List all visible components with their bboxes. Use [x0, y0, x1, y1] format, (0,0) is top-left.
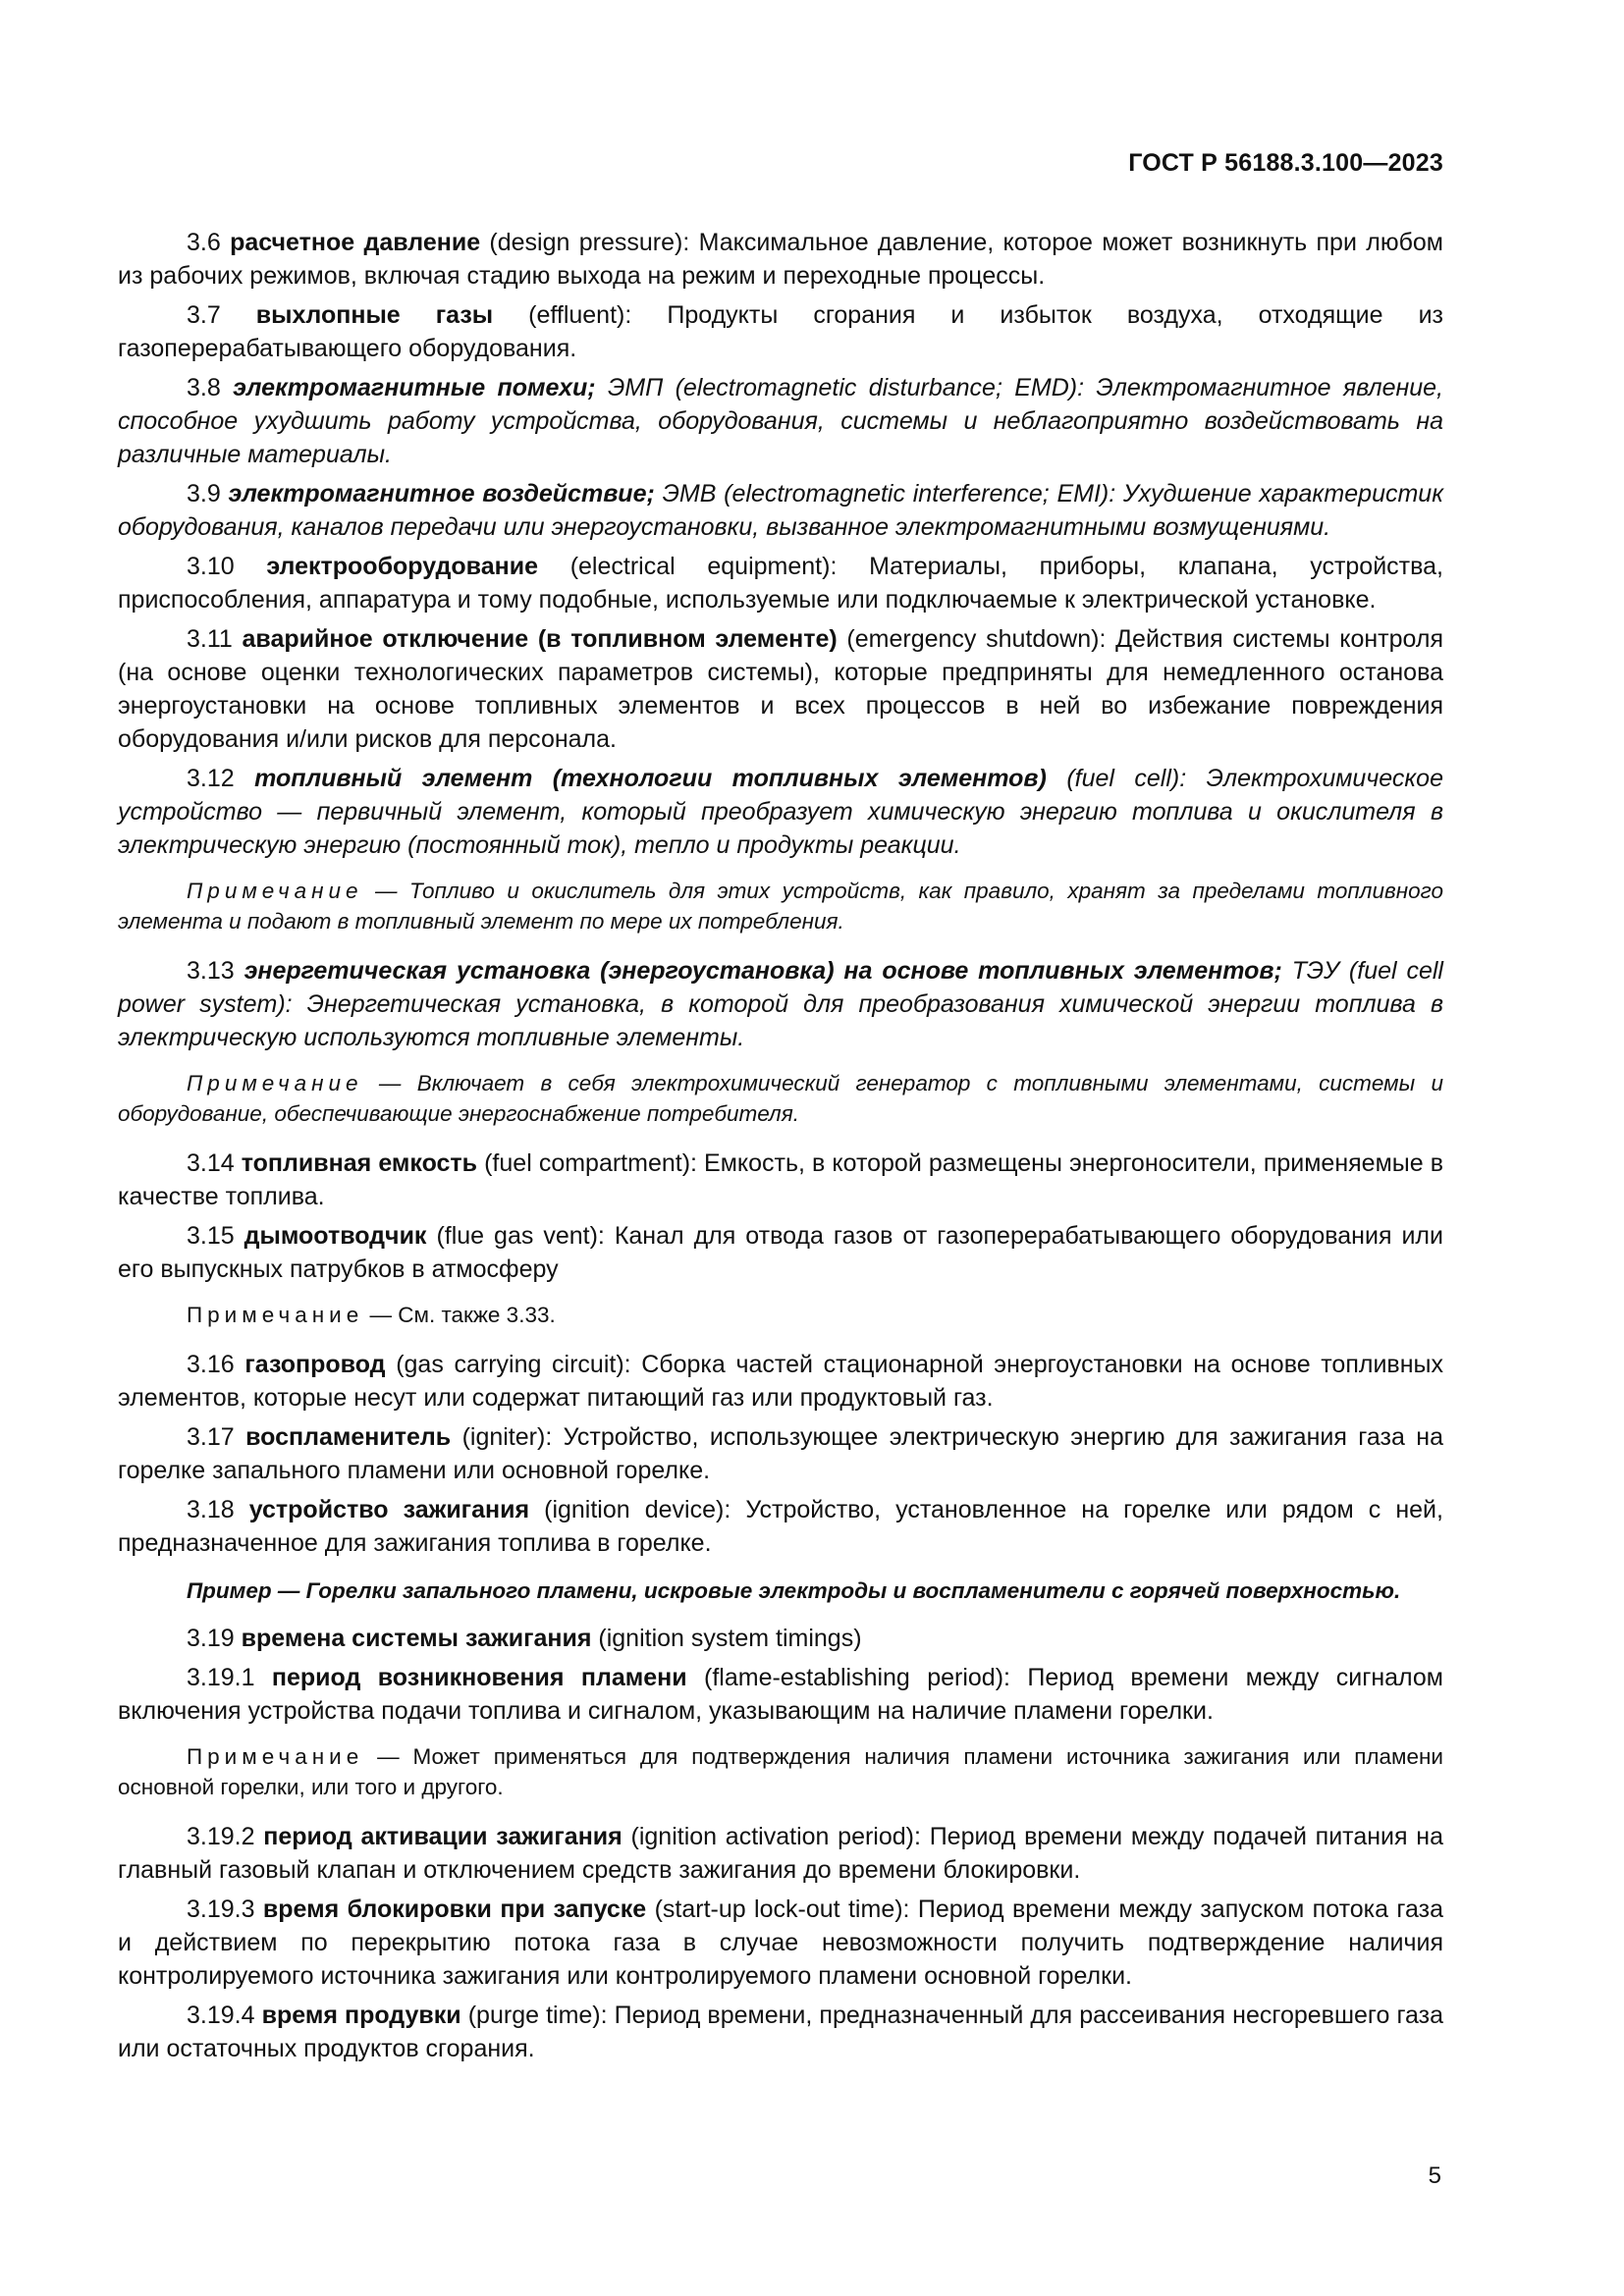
term-english: (effluent) [528, 301, 625, 329]
term-english: (ignition activation period) [630, 1823, 914, 1850]
note-3-12 [118, 876, 1443, 936]
term-number: 3.11 [187, 625, 233, 653]
term-english: (gas carrying circuit) [396, 1351, 624, 1378]
note-label: Примечание [187, 879, 363, 903]
term-number: 3.19.4 [187, 2002, 255, 2029]
term-name: устройство зажигания [248, 1496, 530, 1523]
term-name: топливная емкость [241, 1149, 478, 1177]
document-body [118, 226, 1443, 2071]
term-definition: : Материалы, приборы, клапана, устройства, приспособления, аппаратура и тому подобные, используемые или подключаемые к электрической установке. [118, 553, 1443, 614]
term-number: 3.14 [187, 1149, 235, 1177]
term-name: газопровод [244, 1351, 386, 1378]
note-text: — Может применяться для подтверждения наличия пламени источника зажигания или пламени основной горелки, или того и другого. [118, 1744, 1443, 1799]
note-3-13 [118, 1068, 1443, 1129]
term-definition: : Канал для отвода газов от газоперерабатывающего оборудования или его выпускных патрубков в атмосферу [118, 1222, 1443, 1283]
term-definition: ЭМП (electromagnetic disturbance; EMD): Электромагнитное явление, способное ухудшить работу устройства, оборудования, системы и неблагоприятно воздействовать на различные материалы. [118, 374, 1444, 468]
note-label: Примечание [187, 1071, 363, 1095]
term-number: 3.6 [187, 229, 221, 256]
term-number: 3.15 [187, 1222, 235, 1250]
term-3-19-3 [118, 1893, 1443, 1993]
term-3-11 [118, 622, 1443, 756]
term-name: аварийное отключение (в топливном элементе) [242, 625, 838, 653]
term-3-19-2 [118, 1820, 1443, 1887]
term-number: 3.13 [187, 957, 235, 985]
term-definition: : Максимальное давление, которое может возникнуть при любом из рабочих режимов, включая стадию выхода на режим и переходные процессы. [118, 229, 1443, 290]
term-name: выхлопные газы [255, 301, 494, 329]
term-name: воспламенитель [245, 1423, 452, 1451]
term-3-19-1 [118, 1661, 1443, 1728]
term-name: времена системы зажигания [241, 1625, 592, 1652]
term-3-17 [118, 1420, 1443, 1487]
term-definition: : Продукты сгорания и избыток воздуха, отходящие из газоперерабатывающего оборудования. [118, 301, 1443, 362]
term-3-9 [118, 477, 1443, 544]
term-number: 3.18 [187, 1496, 235, 1523]
note-text: — Топливо и окислитель для этих устройств, как правило, хранят за пределами топливного элемента и подают в топливный элемент по мере их потребления. [118, 879, 1443, 934]
term-3-13 [118, 954, 1443, 1054]
note-3-15 [118, 1300, 1443, 1330]
term-definition: : Период времени, предназначенный для рассеивания несгоревшего газа или остаточных продуктов сгорания. [118, 2002, 1444, 2062]
term-3-15 [118, 1219, 1443, 1286]
term-english: (purge time) [467, 2002, 601, 2029]
term-english: (fuel compartment) [484, 1149, 691, 1177]
term-name: время блокировки при запуске [262, 1896, 647, 1923]
term-english: (ignition device) [544, 1496, 725, 1523]
page-number: 5 [1428, 2163, 1441, 2189]
term-name: расчетное давление [230, 229, 481, 256]
term-definition: : Период времени между сигналом включения устройства подачи топлива и сигналом, указывающим на наличие пламени горелки. [118, 1664, 1443, 1725]
term-number: 3.16 [187, 1351, 235, 1378]
note-label: Примечание [187, 1744, 364, 1769]
term-number: 3.8 [187, 374, 221, 401]
term-3-18 [118, 1493, 1443, 1560]
term-3-19 [118, 1622, 1443, 1655]
term-english: (flue gas vent) [436, 1222, 598, 1250]
term-number: 3.9 [187, 480, 221, 507]
term-number: 3.19.2 [187, 1823, 255, 1850]
term-definition: : Действия системы контроля (на основе оценки технологических параметров системы), которые предприняты для немедленного останова энергоустановки на основе топливных элементов и всех процессов в ней во избежание повреждения оборудования и/или рисков для персонала. [118, 625, 1444, 753]
term-english: (ignition system timings) [598, 1625, 862, 1652]
term-english: (design pressure) [489, 229, 683, 256]
term-number: 3.19 [187, 1625, 235, 1652]
term-3-7 [118, 298, 1443, 365]
note-text: — См. также 3.33. [363, 1303, 556, 1327]
term-3-12 [118, 762, 1443, 862]
term-number: 3.7 [187, 301, 221, 329]
term-definition: (fuel cell): Электрохимическое устройство — первичный элемент, который преобразует химическую энергию топлива и окислителя в электрическую энергию (постоянный ток), тепло и продукты реакции. [118, 765, 1443, 859]
note-text: — Включает в себя электрохимический генератор с топливными элементами, системы и оборудование, обеспечивающие энергоснабжение потребителя. [118, 1071, 1443, 1126]
term-english: (electrical equipment) [569, 553, 831, 580]
term-3-19-4 [118, 1999, 1443, 2065]
term-name: время продувки [261, 2002, 461, 2029]
term-number: 3.17 [187, 1423, 235, 1451]
term-3-14 [118, 1147, 1443, 1213]
term-definition: ТЭУ (fuel cell power system): Энергетическая установка, в которой для преобразования химической энергии топлива в электрическую используются топливные элементы. [118, 957, 1443, 1051]
term-number: 3.10 [187, 553, 235, 580]
term-name: период возникновения пламени [271, 1664, 687, 1691]
term-name: топливный элемент (технологии топливных элементов) [254, 765, 1047, 792]
term-name: электромагнитное воздействие; [228, 480, 655, 507]
term-definition: : Период времени между запуском потока газа и действием по перекрытию потока газа в случае невозможности получить подтверждение наличия контролируемого источника зажигания или контролируемого пламени основной горелки. [118, 1896, 1443, 1990]
document-header: ГОСТ Р 56188.3.100—2023 [1128, 149, 1443, 177]
term-number: 3.19.3 [187, 1896, 255, 1923]
note-label: Примечание [187, 1303, 364, 1327]
term-definition: : Сборка частей стационарной энергоустановки на основе топливных элементов, которые несут или содержат питающий газ или продуктовый газ. [118, 1351, 1443, 1412]
term-definition: : Устройство, установленное на горелке или рядом с ней, предназначенное для зажигания топлива в горелке. [118, 1496, 1443, 1557]
term-name: период активации зажигания [263, 1823, 623, 1850]
term-definition: ЭМВ (electromagnetic interference; EMI): Ухудшение характеристик оборудования, каналов передачи или энергоустановки, вызванное электромагнитными возмущениями. [118, 480, 1444, 541]
term-3-16 [118, 1348, 1443, 1415]
note-3-19-1 [118, 1741, 1443, 1802]
term-3-8 [118, 371, 1443, 471]
term-number: 3.19.1 [187, 1664, 255, 1691]
term-name: электрооборудование [266, 553, 538, 580]
term-english: (emergency shutdown) [846, 625, 1100, 653]
term-name: дымоотводчик [244, 1222, 427, 1250]
example-3-18: Пример — Горелки запального пламени, искровые электроды и воспламенители с горячей поверхностью. [187, 1578, 1401, 1603]
term-definition: : Емкость, в которой размещены энергоносители, применяемые в качестве топлива. [118, 1149, 1443, 1210]
term-english: (flame-establishing period) [704, 1664, 1004, 1691]
term-english: (start-up lock-out time) [654, 1896, 903, 1923]
term-definition: : Период времени между подачей питания на главный газовый клапан и отключением средств зажигания до времени блокировки. [118, 1823, 1443, 1884]
term-name: энергетическая установка (энергоустановка) на основе топливных элементов; [244, 957, 1282, 985]
term-english: (igniter) [461, 1423, 546, 1451]
term-definition: : Устройство, использующее электрическую энергию для зажигания газа на горелке запального пламени или основной горелке. [118, 1423, 1443, 1484]
term-3-6 [118, 226, 1443, 293]
term-name: электромагнитные помехи; [233, 374, 596, 401]
term-number: 3.12 [187, 765, 235, 792]
term-3-10 [118, 550, 1443, 616]
